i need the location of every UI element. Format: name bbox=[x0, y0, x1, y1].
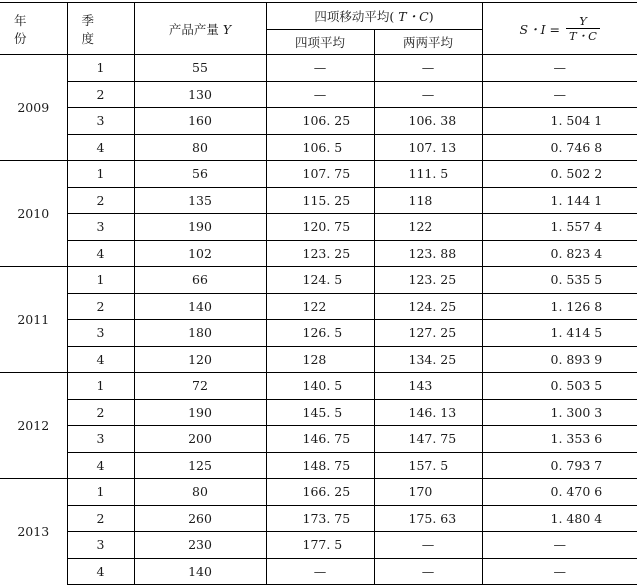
seasonal-index-cell: — bbox=[482, 532, 637, 559]
table-row bbox=[0, 532, 637, 559]
table-row bbox=[0, 505, 637, 532]
year-cell: 2012 bbox=[0, 373, 67, 479]
output-cell: 230 bbox=[134, 532, 266, 559]
table-row bbox=[0, 240, 637, 267]
two-average-cell: 147. 75 bbox=[374, 426, 482, 453]
header-output bbox=[134, 3, 266, 55]
seasonal-index-cell: 0. 502 2 bbox=[482, 161, 637, 188]
table-row bbox=[0, 293, 637, 320]
two-average-cell: 170 bbox=[374, 479, 482, 506]
quarter-cell: 2 bbox=[67, 81, 134, 108]
header-output-var: Y bbox=[222, 21, 232, 37]
quarter-cell: 1 bbox=[67, 55, 134, 82]
two-average-cell: 107. 13 bbox=[374, 134, 482, 161]
output-cell: 130 bbox=[134, 81, 266, 108]
seasonal-index-cell: 1. 353 6 bbox=[482, 426, 637, 453]
table-row bbox=[0, 161, 637, 188]
seasonal-index-cell: 1. 300 3 bbox=[482, 399, 637, 426]
header-seasonal-index bbox=[482, 3, 637, 55]
quarter-cell: 2 bbox=[67, 505, 134, 532]
output-cell: 80 bbox=[134, 134, 266, 161]
table-row bbox=[0, 55, 637, 82]
four-average-cell: 126. 5 bbox=[266, 320, 374, 347]
table-row bbox=[0, 426, 637, 453]
output-cell: 125 bbox=[134, 452, 266, 479]
output-cell: 140 bbox=[134, 558, 266, 585]
four-average-cell: 122 bbox=[266, 293, 374, 320]
seasonal-index-cell: 0. 535 5 bbox=[482, 267, 637, 294]
four-average-cell: — bbox=[266, 81, 374, 108]
output-cell: 190 bbox=[134, 399, 266, 426]
quarter-cell: 4 bbox=[67, 558, 134, 585]
table-row bbox=[0, 187, 637, 214]
header-si-fraction bbox=[566, 14, 600, 43]
table-row bbox=[0, 134, 637, 161]
two-average-cell: 143 bbox=[374, 373, 482, 400]
seasonal-index-cell: 1. 504 1 bbox=[482, 108, 637, 135]
seasonal-index-cell: 1. 144 1 bbox=[482, 187, 637, 214]
output-cell: 135 bbox=[134, 187, 266, 214]
table-row bbox=[0, 452, 637, 479]
four-average-cell: 145. 5 bbox=[266, 399, 374, 426]
seasonal-index-cell: 1. 480 4 bbox=[482, 505, 637, 532]
four-average-cell: 106. 5 bbox=[266, 134, 374, 161]
seasonal-index-cell: 1. 126 8 bbox=[482, 293, 637, 320]
table-header bbox=[0, 3, 637, 55]
two-average-cell: 111. 5 bbox=[374, 161, 482, 188]
table-row bbox=[0, 373, 637, 400]
seasonal-index-cell: — bbox=[482, 558, 637, 585]
seasonal-index-table bbox=[0, 2, 637, 585]
quarter-cell: 2 bbox=[67, 399, 134, 426]
seasonal-index-table-container bbox=[0, 2, 637, 585]
four-average-cell: — bbox=[266, 55, 374, 82]
output-cell: 190 bbox=[134, 214, 266, 241]
quarter-cell: 4 bbox=[67, 134, 134, 161]
quarter-cell: 3 bbox=[67, 214, 134, 241]
quarter-cell: 3 bbox=[67, 532, 134, 559]
four-average-cell: 115. 25 bbox=[266, 187, 374, 214]
output-cell: 200 bbox=[134, 426, 266, 453]
seasonal-index-cell: — bbox=[482, 81, 637, 108]
four-average-cell: 107. 75 bbox=[266, 161, 374, 188]
table-row bbox=[0, 346, 637, 373]
header-year: 年 份 bbox=[0, 3, 67, 55]
quarter-cell: 1 bbox=[67, 479, 134, 506]
quarter-cell: 1 bbox=[67, 161, 134, 188]
two-average-cell: — bbox=[374, 81, 482, 108]
seasonal-index-cell: — bbox=[482, 55, 637, 82]
two-average-cell: — bbox=[374, 558, 482, 585]
four-average-cell: 166. 25 bbox=[266, 479, 374, 506]
table-body bbox=[0, 55, 637, 585]
header-si-lhs: S・I = bbox=[519, 21, 560, 37]
header-four-average: 四项平均 bbox=[266, 30, 374, 55]
four-average-cell: 120. 75 bbox=[266, 214, 374, 241]
four-average-cell: 146. 75 bbox=[266, 426, 374, 453]
two-average-cell: 123. 88 bbox=[374, 240, 482, 267]
header-two-average: 两两平均 bbox=[374, 30, 482, 55]
two-average-cell: 122 bbox=[374, 214, 482, 241]
table-row bbox=[0, 108, 637, 135]
two-average-cell: 127. 25 bbox=[374, 320, 482, 347]
quarter-cell: 2 bbox=[67, 293, 134, 320]
seasonal-index-cell: 0. 470 6 bbox=[482, 479, 637, 506]
output-cell: 260 bbox=[134, 505, 266, 532]
two-average-cell: 157. 5 bbox=[374, 452, 482, 479]
four-average-cell: — bbox=[266, 558, 374, 585]
four-average-cell: 148. 75 bbox=[266, 452, 374, 479]
output-cell: 80 bbox=[134, 479, 266, 506]
four-average-cell: 128 bbox=[266, 346, 374, 373]
table-row bbox=[0, 267, 637, 294]
quarter-cell: 3 bbox=[67, 426, 134, 453]
seasonal-index-cell: 0. 503 5 bbox=[482, 373, 637, 400]
output-cell: 160 bbox=[134, 108, 266, 135]
header-moving-average-label: 四项移动平均( bbox=[314, 9, 395, 24]
two-average-cell: — bbox=[374, 55, 482, 82]
seasonal-index-cell: 0. 893 9 bbox=[482, 346, 637, 373]
output-cell: 140 bbox=[134, 293, 266, 320]
two-average-cell: 124. 25 bbox=[374, 293, 482, 320]
four-average-cell: 177. 5 bbox=[266, 532, 374, 559]
two-average-cell: 123. 25 bbox=[374, 267, 482, 294]
seasonal-index-cell: 1. 414 5 bbox=[482, 320, 637, 347]
output-cell: 120 bbox=[134, 346, 266, 373]
output-cell: 56 bbox=[134, 161, 266, 188]
quarter-cell: 4 bbox=[67, 346, 134, 373]
quarter-cell: 1 bbox=[67, 373, 134, 400]
seasonal-index-cell: 0. 793 7 bbox=[482, 452, 637, 479]
header-moving-average-close: ) bbox=[428, 9, 434, 24]
seasonal-index-cell: 0. 823 4 bbox=[482, 240, 637, 267]
year-cell: 2009 bbox=[0, 55, 67, 161]
year-cell: 2011 bbox=[0, 267, 67, 373]
quarter-cell: 4 bbox=[67, 240, 134, 267]
quarter-cell: 3 bbox=[67, 108, 134, 135]
header-output-label: 产品产量 bbox=[168, 21, 219, 37]
table-row bbox=[0, 214, 637, 241]
four-average-cell: 124. 5 bbox=[266, 267, 374, 294]
quarter-cell: 1 bbox=[67, 267, 134, 294]
two-average-cell: 134. 25 bbox=[374, 346, 482, 373]
four-average-cell: 106. 25 bbox=[266, 108, 374, 135]
output-cell: 102 bbox=[134, 240, 266, 267]
seasonal-index-cell: 0. 746 8 bbox=[482, 134, 637, 161]
two-average-cell: 118 bbox=[374, 187, 482, 214]
output-cell: 66 bbox=[134, 267, 266, 294]
table-row bbox=[0, 81, 637, 108]
quarter-cell: 4 bbox=[67, 452, 134, 479]
four-average-cell: 173. 75 bbox=[266, 505, 374, 532]
header-moving-average bbox=[266, 3, 482, 30]
quarter-cell: 2 bbox=[67, 187, 134, 214]
four-average-cell: 123. 25 bbox=[266, 240, 374, 267]
four-average-cell: 140. 5 bbox=[266, 373, 374, 400]
output-cell: 180 bbox=[134, 320, 266, 347]
output-cell: 72 bbox=[134, 373, 266, 400]
table-row bbox=[0, 558, 637, 585]
header-quarter: 季 度 bbox=[67, 3, 134, 55]
year-cell: 2010 bbox=[0, 161, 67, 267]
seasonal-index-cell: 1. 557 4 bbox=[482, 214, 637, 241]
output-cell: 55 bbox=[134, 55, 266, 82]
table-row bbox=[0, 479, 637, 506]
header-si-denominator: T・C bbox=[569, 29, 597, 43]
two-average-cell: — bbox=[374, 532, 482, 559]
table-row bbox=[0, 320, 637, 347]
two-average-cell: 106. 38 bbox=[374, 108, 482, 135]
quarter-cell: 3 bbox=[67, 320, 134, 347]
header-moving-average-var: T・C bbox=[398, 9, 429, 24]
two-average-cell: 146. 13 bbox=[374, 399, 482, 426]
year-cell: 2013 bbox=[0, 479, 67, 585]
table-row bbox=[0, 399, 637, 426]
header-si-numerator: Y bbox=[566, 14, 600, 29]
two-average-cell: 175. 63 bbox=[374, 505, 482, 532]
